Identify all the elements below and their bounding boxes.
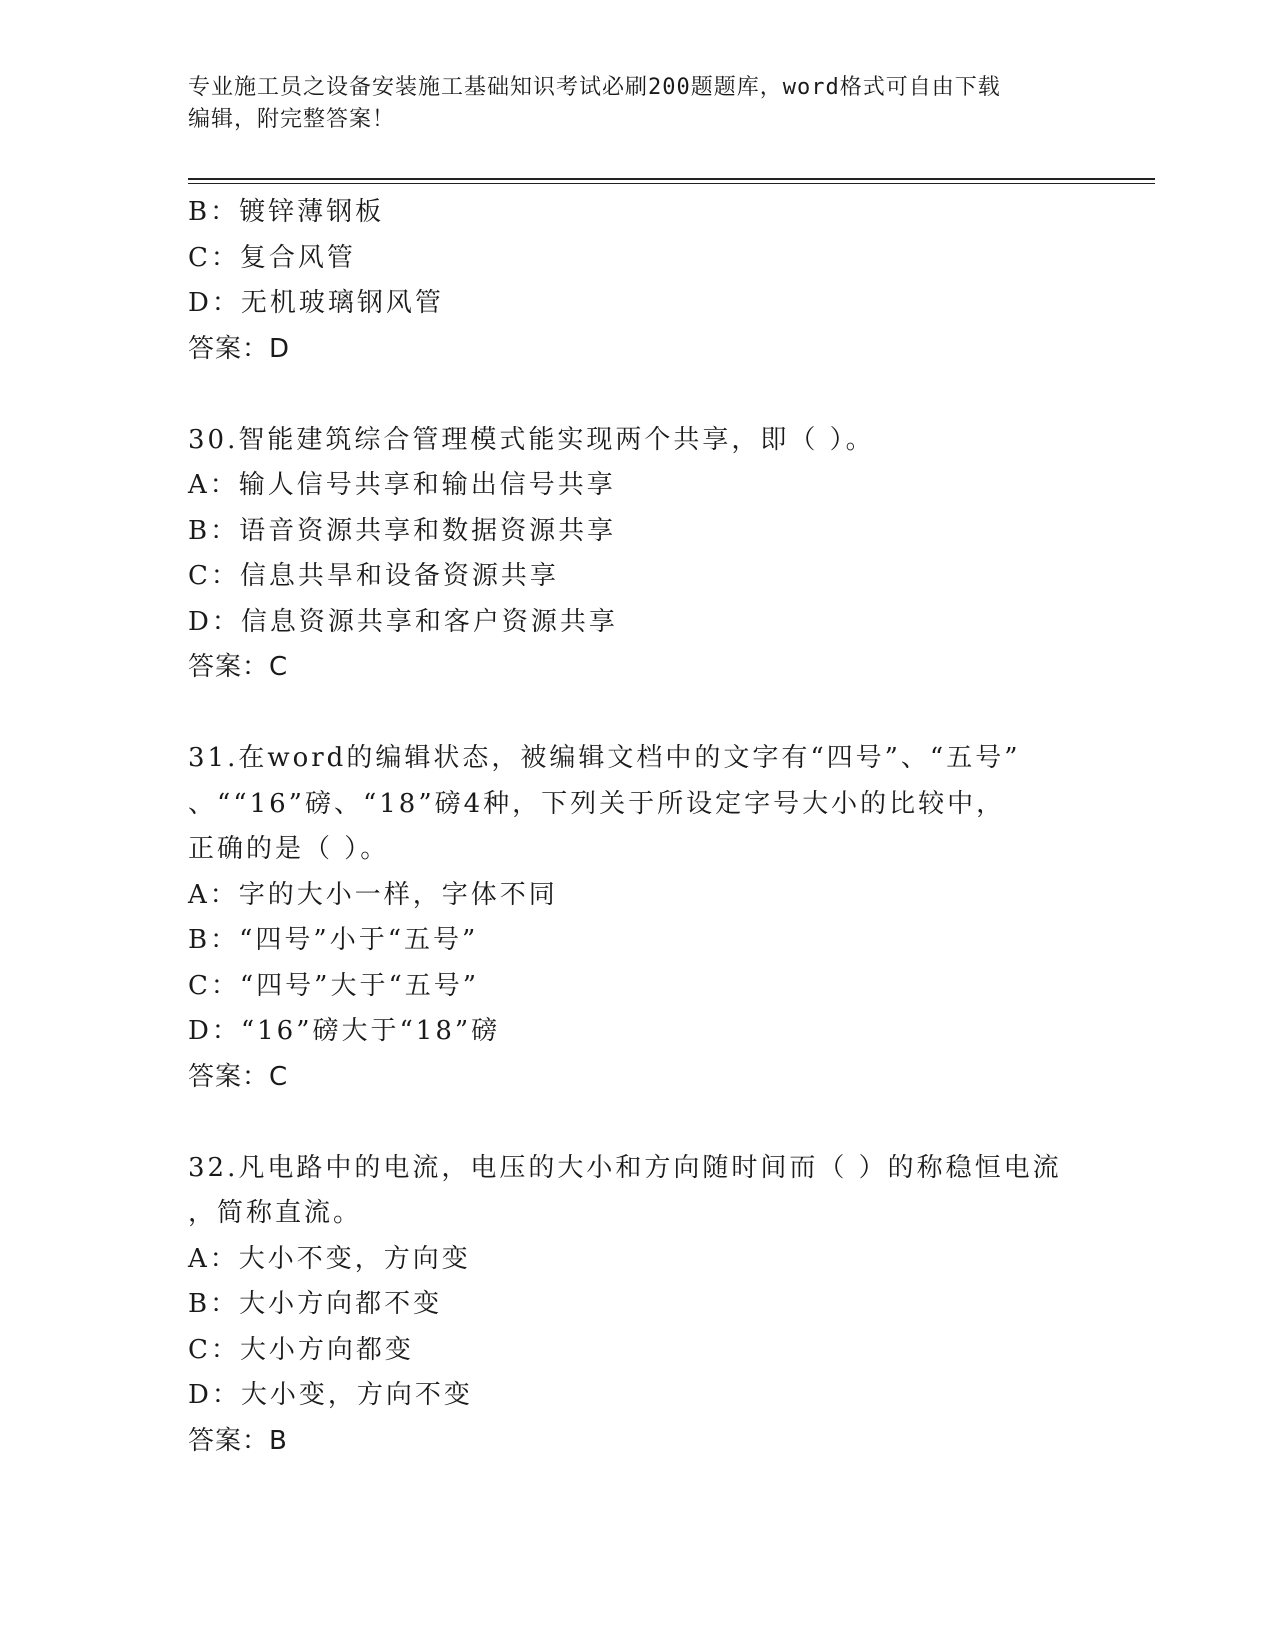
spacer	[188, 1100, 1088, 1146]
option-c: C：信息共旱和设备资源共享	[188, 561, 559, 591]
question-29-tail	[188, 190, 1088, 372]
option-b: B：大小方向都不变	[188, 1289, 443, 1319]
header-title-line-1: 专业施工员之设备安装施工基础知识考试必刷200题题库，word格式可自由下载	[188, 75, 1001, 100]
question-32	[188, 1146, 1088, 1465]
answer-label: 答案：B	[188, 1425, 288, 1456]
option-c: C：大小方向都变	[188, 1334, 414, 1365]
question-text: 31.在word的编辑状态，被编辑文档中的文字有“四号”、“五号”	[188, 743, 1021, 773]
option-b: B：镀锌薄钢板	[188, 197, 385, 227]
question-30	[188, 418, 1088, 691]
spacer	[188, 691, 1088, 737]
option-a: A：大小不变，方向变	[188, 1243, 471, 1274]
header-title-line-2: 编辑，附完整答案！	[188, 107, 396, 132]
answer-label: 答案：C	[188, 1061, 289, 1092]
question-text: 30.智能建筑综合管理模式能实现两个共享，即（ ）。	[188, 424, 875, 455]
question-text: 、““16”磅、“18”磅4种，下列关于所设定字号大小的比较中，	[188, 788, 1006, 819]
option-b: B：“四号”小于“五号”	[188, 925, 479, 955]
option-d: D：无机玻璃钢风管	[188, 288, 444, 318]
option-c: C：“四号”大于“五号”	[188, 970, 480, 1001]
option-d: D：信息资源共享和客户资源共享	[188, 606, 618, 637]
option-c: C：复合风管	[188, 242, 356, 273]
header-divider-thin	[188, 183, 1155, 184]
question-text: ，简称直流。	[188, 1198, 363, 1228]
header-divider-thick	[188, 178, 1155, 180]
option-b: B：语音资源共享和数据资源共享	[188, 515, 617, 546]
question-31	[188, 736, 1088, 1100]
answer-label: 答案：D	[188, 333, 291, 364]
document-header	[188, 72, 1068, 136]
question-text: 32.凡电路中的电流，电压的大小和方向随时间而（ ）的称稳恒电流	[188, 1152, 1062, 1183]
option-d: D：大小变，方向不变	[188, 1380, 473, 1410]
question-list	[188, 190, 1088, 1464]
spacer	[188, 372, 1088, 418]
question-text: 正确的是（ ）。	[188, 834, 390, 864]
option-a: A：输人信号共享和输出信号共享	[188, 470, 616, 500]
option-a: A：字的大小一样，字体不同	[188, 879, 558, 910]
option-d: D：“16”磅大于“18”磅	[188, 1016, 501, 1046]
answer-label: 答案：C	[188, 652, 289, 682]
